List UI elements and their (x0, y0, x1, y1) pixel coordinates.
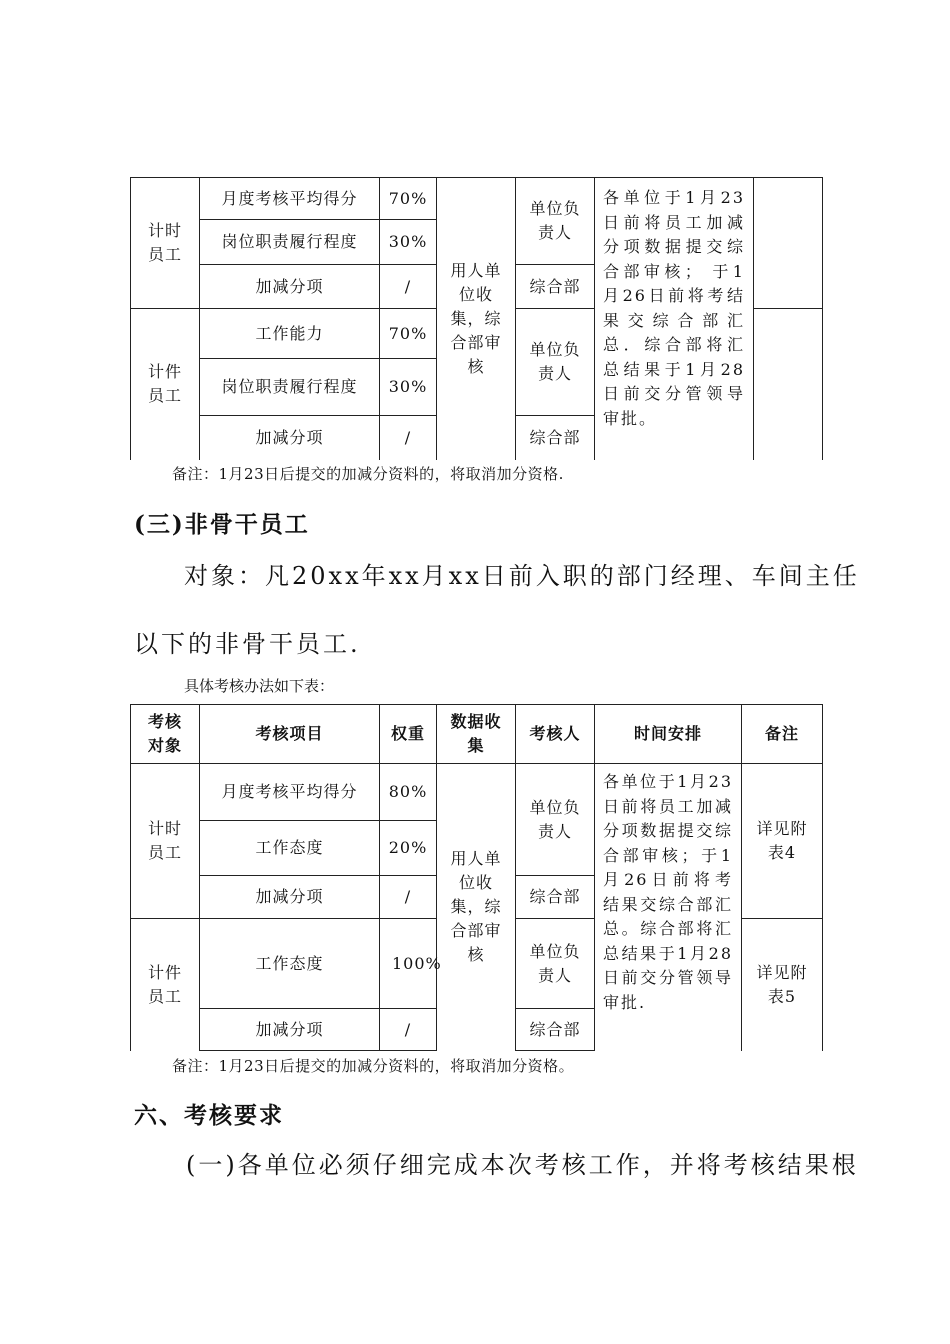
header-item: 考核项目 (200, 705, 380, 764)
collect-cell: 用人单位收集，综合部审核 (437, 178, 516, 460)
table-intro: 具体考核办法如下表： (184, 677, 335, 695)
reviewer-cell: 综合部 (516, 416, 595, 460)
table-note: 备注：1月23日后提交的加减分资料的，将取消加分资格。 (172, 1057, 575, 1075)
item-cell: 加减分项 (200, 876, 380, 919)
item-cell: 月度考核平均得分 (200, 178, 380, 220)
section-heading: 六、考核要求 (134, 1102, 284, 1129)
paragraph-line: 以下的非骨干员工. (134, 630, 361, 658)
item-cell: 工作态度 (200, 919, 380, 1009)
table-note: 备注：1月23日后提交的加减分资料的，将取消加分资格. (172, 465, 564, 483)
item-cell: 加减分项 (200, 265, 380, 309)
paragraph-line: (一)各单位必须仔细完成本次考核工作，并将考核结果根 (186, 1151, 859, 1179)
remark-cell (754, 309, 823, 460)
group-cell: 计件员工 (131, 309, 200, 460)
weight-cell: / (380, 876, 437, 919)
reviewer-cell: 单位负责人 (516, 178, 595, 265)
group-cell: 计时员工 (131, 764, 200, 919)
assessment-table-1 (130, 177, 823, 460)
assessment-table-2 (130, 704, 823, 1051)
header-remark: 备注 (742, 705, 823, 764)
remark-cell: 详见附表5 (742, 919, 823, 1051)
remark-cell: 详见附表4 (742, 764, 823, 919)
item-cell: 岗位职责履行程度 (200, 359, 380, 416)
weight-cell: 100% (380, 919, 437, 1009)
item-cell: 加减分项 (200, 1009, 380, 1051)
paragraph-line: 对象：凡20xx年xx月xx日前入职的部门经理、车间主任 (184, 562, 860, 590)
header-weight: 权重 (380, 705, 437, 764)
weight-cell: 70% (380, 178, 437, 220)
remark-cell (754, 178, 823, 309)
item-cell: 加减分项 (200, 416, 380, 460)
header-schedule: 时间安排 (595, 705, 742, 764)
reviewer-cell: 综合部 (516, 876, 595, 919)
weight-cell: / (380, 416, 437, 460)
group-cell: 计件员工 (131, 919, 200, 1051)
header-reviewer: 考核人 (516, 705, 595, 764)
weight-cell: 30% (380, 220, 437, 265)
weight-cell: / (380, 265, 437, 309)
weight-cell: 30% (380, 359, 437, 416)
item-cell: 工作能力 (200, 309, 380, 359)
header-target: 考核对象 (131, 705, 200, 764)
schedule-cell: 各单位于1月23日前将员工加减分项数据提交综合部审核；于1月26日前将考结果交综合部汇总。综合部将汇总结果于1月28日前交分管领导审批. (595, 764, 742, 1051)
reviewer-cell: 单位负责人 (516, 764, 595, 876)
weight-cell: 20% (380, 821, 437, 876)
reviewer-cell: 综合部 (516, 1009, 595, 1051)
header-collect: 数据收集 (437, 705, 516, 764)
section-heading: (三)非骨干员工 (134, 511, 310, 538)
item-cell: 月度考核平均得分 (200, 764, 380, 821)
schedule-cell: 各单位于1月23日前将员工加减分项数据提交综合部审核； 于1月26日前将考结果交综合部汇总．综合部将汇总结果于1月28日前交分管领导审批。 (595, 178, 754, 460)
reviewer-cell: 单位负责人 (516, 309, 595, 416)
item-cell: 岗位职责履行程度 (200, 220, 380, 265)
weight-cell: 80% (380, 764, 437, 821)
group-cell: 计时员工 (131, 178, 200, 309)
reviewer-cell: 综合部 (516, 265, 595, 309)
weight-cell: 70% (380, 309, 437, 359)
collect-cell: 用人单位收集，综合部审核 (437, 764, 516, 1051)
weight-cell: / (380, 1009, 437, 1051)
reviewer-cell: 单位负责人 (516, 919, 595, 1009)
item-cell: 工作态度 (200, 821, 380, 876)
